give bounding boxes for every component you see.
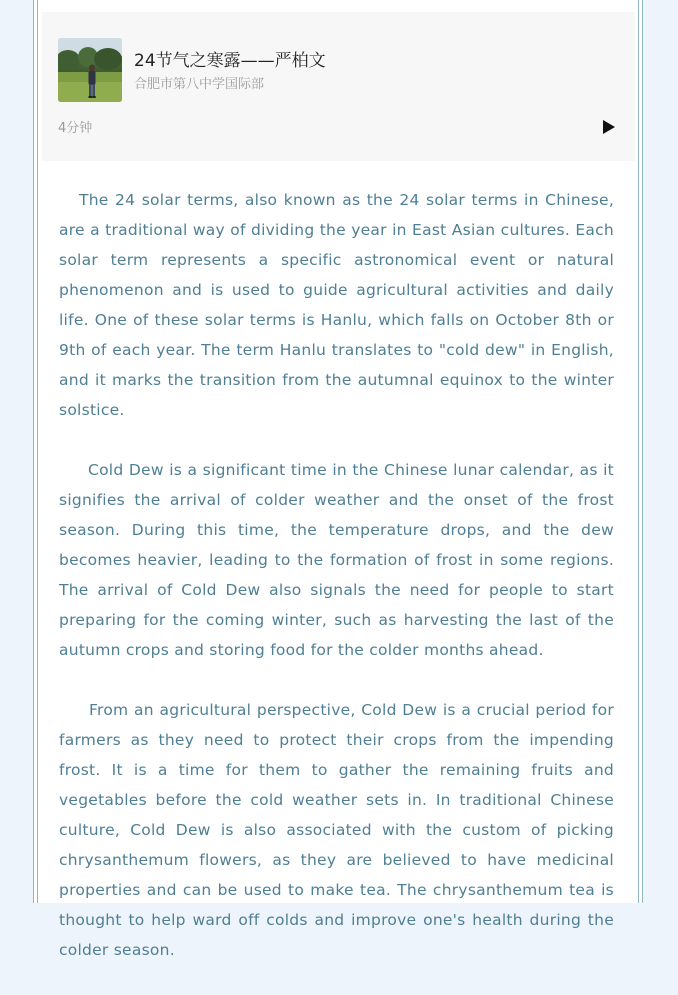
play-button[interactable]	[598, 116, 620, 138]
article-paragraph-1: The 24 solar terms, also known as the 24 solar terms in Chinese, are a traditional way of dividing the year in East Asian cultures. Each solar term represents a specific astronomical event or natural phenomenon and is used to guide agricultural activities and daily life. One of these solar terms is Hanlu, which falls on October 8th or 9th of each year. The term Hanlu translates to "cold dew" in English, and it marks the transition from the autumnal equinox to the winter solstice.	[59, 191, 614, 419]
photo-thumbnail	[58, 38, 122, 102]
audio-title: 24节气之寒露——严柏文	[134, 51, 326, 71]
audio-card[interactable]	[42, 12, 635, 161]
article-paragraph-2: Cold Dew is a significant time in the Chinese lunar calendar, as it signifies the arrival of colder weather and the onset of the frost season. During this time, the temperature drops, and the dew becomes heavier, leading to the formation of frost in some regions. The arrival of Cold Dew also signals the need for people to start preparing for the coming winter, such as harvesting the last of the autumn crops and storing food for the colder months ahead.	[59, 461, 614, 659]
article-paragraph-3: From an agricultural perspective, Cold Dew is a crucial period for farmers as they need to protect their crops from the impending frost. It is a time for them to gather the remaining fruits and vegetables before the cold weather sets in. In traditional Chinese culture, Cold Dew is also associated with the custom of picking chrysanthemum flowers, as they are believed to have medicinal properties and can be used to make tea. The chrysanthemum tea is thought to help ward off colds and improve one's health during the colder season.	[59, 701, 614, 959]
article-frame-inner	[37, 0, 639, 959]
play-icon	[602, 119, 616, 135]
top-card-edge	[38, 0, 638, 12]
audio-subtitle: 合肥市第八中学国际部	[134, 77, 265, 92]
audio-duration: 4分钟	[58, 121, 93, 136]
article-frame	[33, 0, 643, 959]
article-body	[59, 185, 614, 995]
